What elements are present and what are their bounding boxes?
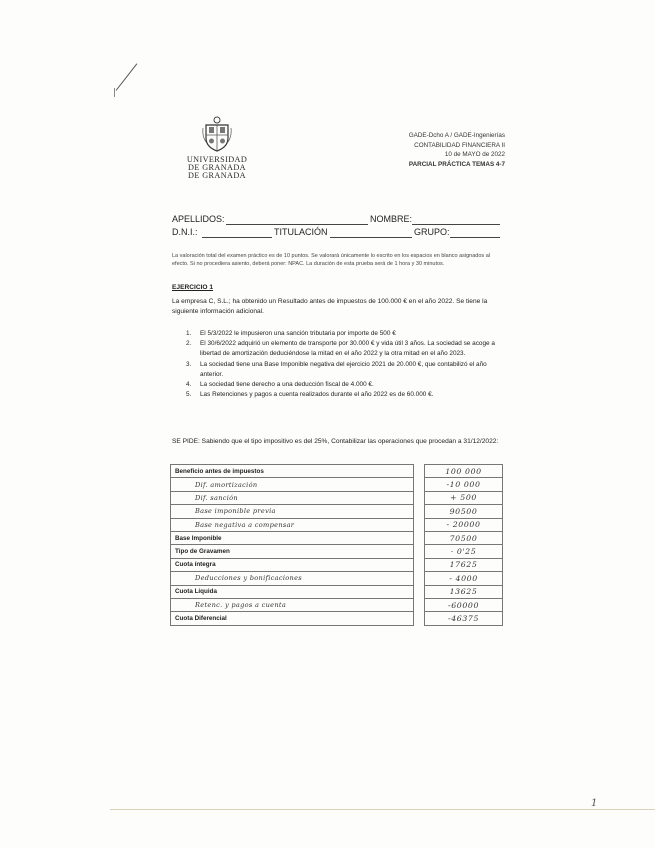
row-label: Tipo de Gravamen	[171, 545, 414, 558]
apellidos-field[interactable]	[226, 214, 368, 225]
table-row	[171, 598, 503, 611]
table-row	[171, 518, 503, 531]
exam-type-line: PARCIAL PRÁCTICA TEMAS 4-7	[408, 160, 505, 168]
task-prompt: SE PIDE: Sabiendo que el tipo impositivo es del 25%, Contabilizar las operaciones que procedan a 31/12/2022:	[172, 438, 499, 445]
exercise-items	[186, 329, 502, 400]
titulacion-label: TITULACIÓN	[274, 227, 328, 237]
table-row	[171, 531, 503, 544]
handwritten-entry[interactable]: Retenc. y pagos a cuenta	[171, 598, 414, 611]
university-logo	[174, 116, 260, 186]
tax-calculation-table	[170, 464, 503, 626]
row-value[interactable]: - 4000	[425, 572, 503, 585]
handwritten-entry[interactable]: Base imponible previa	[171, 505, 414, 518]
instructions-text: La valoración total del examen práctico es de 10 puntos. Se valorará únicamente lo escrito en los espacios en blanco asignados al efecto. Si no procediera asiento, deberá poner: NPAC. La duración de esta prueba será de 1 hora y 30 minutos.	[172, 253, 490, 267]
university-name-3: DE GRANADA	[188, 171, 246, 180]
row-label: Base Imponible	[171, 531, 414, 544]
row-label: Beneficio antes de impuestos	[171, 465, 414, 478]
page-number: 1	[591, 798, 598, 809]
table-row	[171, 612, 503, 625]
university-name-2: DE GRANADA	[188, 163, 246, 172]
row-value[interactable]: 17625	[425, 558, 503, 571]
row-value[interactable]: + 500	[425, 491, 503, 504]
grupo-field[interactable]	[450, 227, 500, 238]
exercise-statement: La empresa C, S.L.; ha obtenido un Resultado antes de impuestos de 100.000 € en el año 2022. Se tiene la siguiente información adicional.	[172, 298, 488, 315]
university-name-1: UNIVERSIDAD	[186, 155, 248, 164]
row-value[interactable]: 13625	[425, 585, 503, 598]
row-value[interactable]: - 20000	[425, 518, 503, 531]
dni-field[interactable]	[202, 227, 272, 238]
table-row	[171, 478, 503, 491]
nombre-field[interactable]	[412, 214, 500, 225]
apellidos-label: APELLIDOS:	[172, 214, 225, 224]
row-value[interactable]: 70500	[425, 531, 503, 544]
handwritten-entry[interactable]: Deducciones y bonificaciones	[171, 572, 414, 585]
table-row	[171, 545, 503, 558]
dni-label: D.N.I.:	[172, 227, 198, 237]
handwritten-entry[interactable]: Dif. sanción	[171, 491, 414, 504]
titulacion-field[interactable]	[330, 227, 412, 238]
row-value[interactable]: -10 000	[425, 478, 503, 491]
list-item: 3. La sociedad tiene una Base Imponible negativa del ejercicio 2021 de 20.000 €, que contabilizó el año anterior.	[186, 360, 487, 378]
table-row	[171, 505, 503, 518]
list-item: 1. El 5/3/2022 le impusieron una sanción tributaria por importe de 500 €	[186, 330, 396, 337]
row-label: Cuota Diferencial	[171, 612, 414, 625]
date-line: 10 de MAYO de 2022	[444, 151, 505, 159]
row-label: Cuota íntegra	[171, 558, 414, 571]
row-value[interactable]: -46375	[425, 612, 503, 625]
nombre-label: NOMBRE:	[370, 214, 413, 224]
table-row	[171, 491, 503, 504]
table-row	[171, 558, 503, 571]
list-item: 5. Las Retenciones y pagos a cuenta realizados durante el año 2022 es de 60.000 €.	[186, 391, 434, 399]
grupo-label: GRUPO:	[414, 227, 450, 237]
degree-line: GADE-Dcho A / GADE-Ingenierías	[408, 132, 505, 139]
table-row	[171, 585, 503, 598]
row-value[interactable]: -60000	[425, 598, 503, 611]
handwritten-entry[interactable]: Base negativa a compensar	[171, 518, 414, 531]
exam-header-info	[305, 131, 505, 169]
row-label: Cuota Líquida	[171, 585, 414, 598]
exercise-title: EJERCICIO 1	[172, 284, 214, 291]
table-row	[171, 572, 503, 585]
course-line: CONTABILIDAD FINANCIERA II	[414, 141, 505, 149]
handwritten-entry[interactable]: Dif. amortización	[171, 478, 414, 491]
table-row	[171, 465, 503, 478]
row-value[interactable]: 90500	[425, 505, 503, 518]
list-item: 4. La sociedad tiene derecho a una deducción fiscal de 4.000 €.	[186, 381, 374, 389]
crest-icon	[202, 116, 232, 152]
row-value[interactable]: · 0'25	[425, 545, 503, 558]
row-value[interactable]: 100 000	[425, 465, 503, 478]
student-fields	[172, 214, 502, 240]
bottom-divider	[110, 809, 655, 810]
pen-stroke	[116, 63, 138, 90]
list-item: 2. El 30/6/2022 adquirió un elemento de transporte por 30.000 € y vida útil 3 años. La sociedad se acoge a libertad de amortización deduciéndose la mitad en el año 2022 y la otra mitad en el año 2023.	[186, 340, 495, 358]
